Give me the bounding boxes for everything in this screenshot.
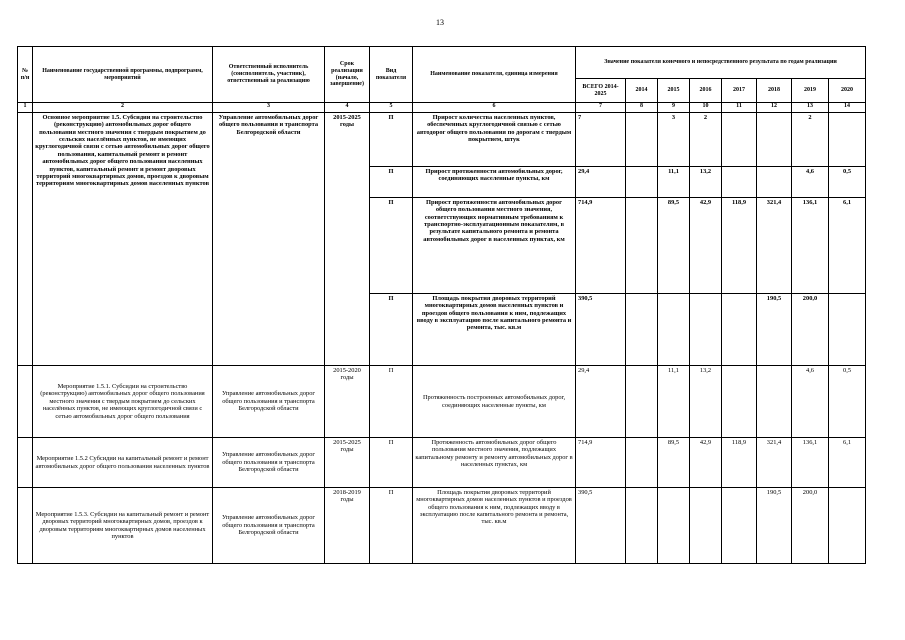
row-number: [18, 366, 33, 438]
row-number: [18, 488, 33, 564]
sub-activity-responsible: Управление автомобильных дорог общего пользования и транспорта Белгородской области: [213, 488, 325, 564]
indicator-kind: П: [370, 294, 413, 366]
page-number: 13: [436, 18, 444, 27]
value-2017: 118,9: [722, 438, 757, 488]
header-year: 2017: [722, 79, 757, 103]
value-2016: [690, 488, 722, 564]
indicator-name: Прирост протяженности автомобильных дорог общего пользования местного значения, соответствующих нормативным требованиям к транспортно-эксплуатационным показателям, в результате капитального ремонта и ремонта автомобильных дорог в населенных пунктах, км: [413, 198, 576, 294]
value-2016: 13,2: [690, 167, 722, 198]
column-index: 7: [576, 103, 626, 113]
value-2018: 190,5: [757, 488, 792, 564]
column-index: 11: [722, 103, 757, 113]
indicator-name: Прирост количества населенных пунктов, обеспеченных круглогодичной связью с сетью автодорог общего пользования по дорогам с твердым покрытием, штук: [413, 113, 576, 167]
indicator-kind: П: [370, 198, 413, 294]
header-year: 2018: [757, 79, 792, 103]
value-2014: [626, 366, 658, 438]
sub-activity-period: 2015-2025 годы: [325, 438, 370, 488]
indicator-name: Протяженность автомобильных дорог общего пользования местного значения, подлежащих капитальному ремонту и ремонту автомобильных дорог в населенных пунктах, км: [413, 438, 576, 488]
header-year: 2019: [792, 79, 829, 103]
value-2020: 6,1: [829, 438, 866, 488]
value-2015: 89,5: [658, 438, 690, 488]
value-total: 714,9: [576, 438, 626, 488]
header-responsible: Ответственный исполнитель (соисполнитель, участник), ответственный за реализацию: [213, 47, 325, 103]
value-total: 29,4: [576, 366, 626, 438]
value-2016: 42,9: [690, 198, 722, 294]
value-2015: [658, 488, 690, 564]
main-activity-name: Основное мероприятие 1.5. Субсидии на строительство (реконструкцию) автомобильных дорог общего пользования местного значения с твердым покрытием до сельских населённых пунктов, не имеющих круглогодичной связи с сетью автомобильных дорог общего пользования, капитальный ремонт и ремонт автомобильных дорог общего пользования населенных пунктов, капитальный ремонт и ремонт дворовых территорий многоквартирных домов, проездов к дворовым территориям многоквартирных домов населенных пунктов: [33, 113, 213, 366]
column-index-row: [18, 103, 866, 113]
value-2019: 4,6: [792, 167, 829, 198]
column-index: 2: [33, 103, 213, 113]
indicator-name: Площадь покрытия дворовых территорий многоквартирных домов населенных пунктов и проездов общего пользования к ним, подлежащих вводу в эксплуатацию после капитального ремонта и ремонта, тыс. кв.м: [413, 488, 576, 564]
column-index: 3: [213, 103, 325, 113]
indicator-name: Площадь покрытия дворовых территорий многоквартирных домов населенных пунктов и проездов общего пользования к ним, подлежащих вводу в эксплуатацию после капитального ремонта и ремонта, тыс. кв.м: [413, 294, 576, 366]
value-2016: [690, 294, 722, 366]
value-2019: 136,1: [792, 438, 829, 488]
column-index: 12: [757, 103, 792, 113]
value-2016: 13,2: [690, 366, 722, 438]
value-2016: 42,9: [690, 438, 722, 488]
header-name: Наименование государственной программы, подпрограмм, мероприятий: [33, 47, 213, 103]
indicator-name: Прирост протяженности автомобильных дорог, соединяющих населенные пункты, км: [413, 167, 576, 198]
value-2018: 321,4: [757, 438, 792, 488]
sub-activity-period: 2015-2020 годы: [325, 366, 370, 438]
sub-activity-name: Мероприятие 1.5.2 Субсидии на капитальный ремонт и ремонт автомобильных дорог общего пользования населенных пунктов: [33, 438, 213, 488]
value-2018: [757, 366, 792, 438]
value-2017: 118,9: [722, 198, 757, 294]
sub-activity-row: [18, 438, 866, 488]
value-2017: [722, 294, 757, 366]
value-2019: 200,0: [792, 488, 829, 564]
column-index: 14: [829, 103, 866, 113]
value-2017: [722, 113, 757, 167]
value-2015: 11,1: [658, 167, 690, 198]
value-2017: [722, 366, 757, 438]
value-2014: [626, 167, 658, 198]
header-values-group: Значение показателя конечного и непосредственного результата по годам реализации: [576, 47, 866, 79]
value-total: 390,5: [576, 488, 626, 564]
value-2015: 11,1: [658, 366, 690, 438]
value-2020: 0,5: [829, 366, 866, 438]
header-period: Срок реализации (начало, завершение): [325, 47, 370, 103]
value-2015: 3: [658, 113, 690, 167]
column-index: 10: [690, 103, 722, 113]
value-total: 714,9: [576, 198, 626, 294]
value-2018: [757, 167, 792, 198]
value-2020: 0,5: [829, 167, 866, 198]
value-2020: 6,1: [829, 198, 866, 294]
sub-activity-name: Мероприятие 1.5.1. Субсидии на строительство (реконструкцию) автомобильных дорог общего пользования местного значения с твердым покрытием до сельских населённых пунктов, не имеющих круглогодичной связи с сетью автомобильных дорог общего пользования: [33, 366, 213, 438]
value-2020: [829, 294, 866, 366]
header-year: 2015: [658, 79, 690, 103]
value-2020: [829, 488, 866, 564]
value-2019: 4,6: [792, 366, 829, 438]
indicator-kind: П: [370, 366, 413, 438]
value-2015: [658, 294, 690, 366]
header-kind: Вид показателя: [370, 47, 413, 103]
main-activity-row: [18, 113, 866, 167]
value-2017: [722, 167, 757, 198]
value-2019: 136,1: [792, 198, 829, 294]
row-number: [18, 113, 33, 366]
column-index: 6: [413, 103, 576, 113]
value-2014: [626, 488, 658, 564]
column-index: 9: [658, 103, 690, 113]
value-2017: [722, 488, 757, 564]
value-total: 7: [576, 113, 626, 167]
column-index: 4: [325, 103, 370, 113]
value-2018: 321,4: [757, 198, 792, 294]
column-index: 1: [18, 103, 33, 113]
sub-activity-row: [18, 366, 866, 438]
value-2018: [757, 113, 792, 167]
indicator-kind: П: [370, 167, 413, 198]
indicator-kind: П: [370, 438, 413, 488]
indicator-kind: П: [370, 488, 413, 564]
value-total: 29,4: [576, 167, 626, 198]
value-2019: 200,0: [792, 294, 829, 366]
row-number: [18, 438, 33, 488]
column-index: 5: [370, 103, 413, 113]
header-year: 2014: [626, 79, 658, 103]
header-year: 2020: [829, 79, 866, 103]
value-2014: [626, 198, 658, 294]
value-2014: [626, 294, 658, 366]
value-2020: [829, 113, 866, 167]
column-index: 13: [792, 103, 829, 113]
main-activity-period: 2015-2025 годы: [325, 113, 370, 366]
value-2018: 190,5: [757, 294, 792, 366]
value-2014: [626, 113, 658, 167]
header-year: 2016: [690, 79, 722, 103]
main-activity-responsible: Управление автомобильных дорог общего пользования и транспорта Белгородской области: [213, 113, 325, 366]
value-2015: 89,5: [658, 198, 690, 294]
sub-activity-row: [18, 488, 866, 564]
indicator-kind: П: [370, 113, 413, 167]
sub-activity-responsible: Управление автомобильных дорог общего пользования и транспорта Белгородской области: [213, 438, 325, 488]
value-total: 390,5: [576, 294, 626, 366]
sub-activity-name: Мероприятие 1.5.3. Субсидии на капитальный ремонт и ремонт дворовых территорий многоквартирных домов, проездов к дворовым территориям многоквартирных домов населенных пунктов: [33, 488, 213, 564]
indicator-name: Протяженность построенных автомобильных дорог, соединяющих населенные пункты, км: [413, 366, 576, 438]
header-num: № п/н: [18, 47, 33, 103]
value-2019: 2: [792, 113, 829, 167]
header-total: ВСЕГО 2014-2025: [576, 79, 626, 103]
value-2014: [626, 438, 658, 488]
program-table: [17, 46, 866, 564]
sub-activity-responsible: Управление автомобильных дорог общего пользования и транспорта Белгородской области: [213, 366, 325, 438]
column-index: 8: [626, 103, 658, 113]
header-indicator: Наименование показателя, единица измерения: [413, 47, 576, 103]
value-2016: 2: [690, 113, 722, 167]
sub-activity-period: 2018-2019 годы: [325, 488, 370, 564]
